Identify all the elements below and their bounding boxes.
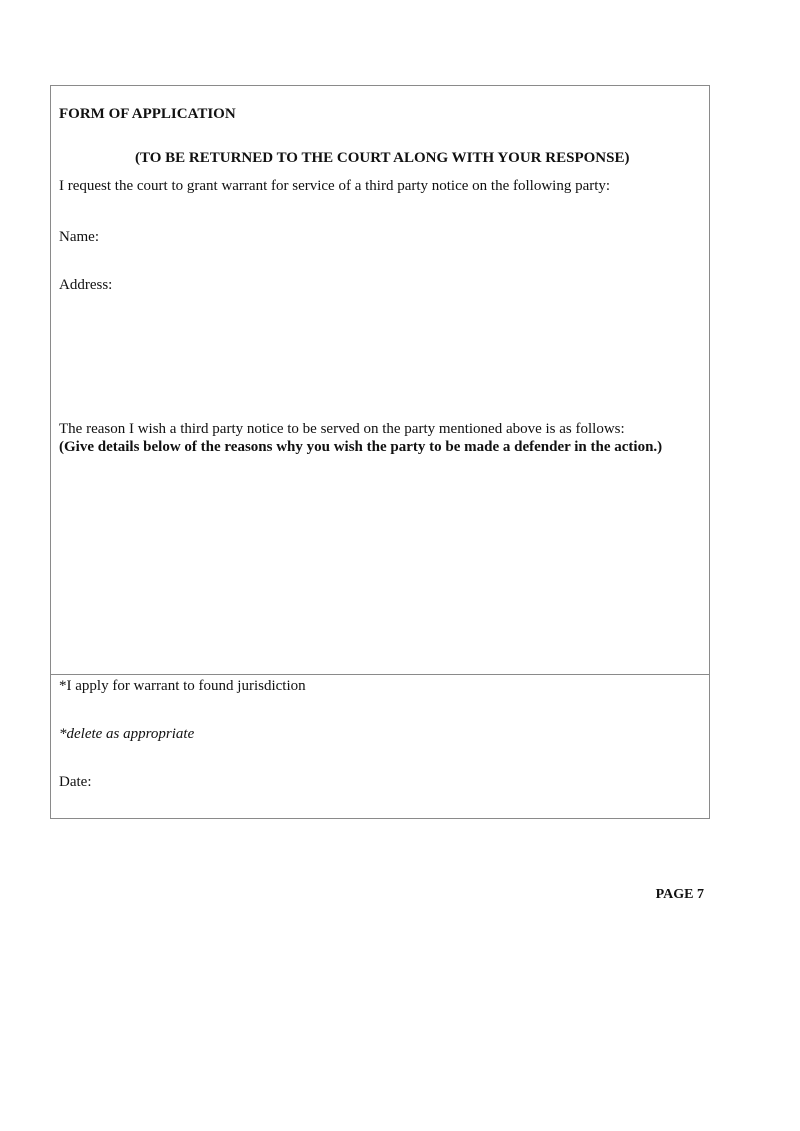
jurisdiction-section [51,675,709,818]
name-field-label: Name: [59,229,99,245]
jurisdiction-statement: *I apply for warrant to found jurisdiction [59,678,306,694]
reason-instructions: (Give details below of the reasons why you wish the party to be made a defender in the action.) [59,439,663,455]
return-instruction: (TO BE RETURNED TO THE COURT ALONG WITH YOUR RESPONSE) [135,150,630,166]
request-statement: I request the court to grant warrant for service of a third party notice on the following party: [59,178,611,194]
delete-note: *delete as appropriate [59,726,195,742]
date-field-label: Date: [59,774,92,790]
application-form [50,85,710,819]
reason-statement: The reason I wish a third party notice to be served on the party mentioned above is as follows: [59,421,625,437]
address-field-label: Address: [59,277,113,293]
page-number: PAGE 7 [655,887,704,902]
application-details-section [51,86,709,675]
form-title: FORM OF APPLICATION [59,106,236,122]
